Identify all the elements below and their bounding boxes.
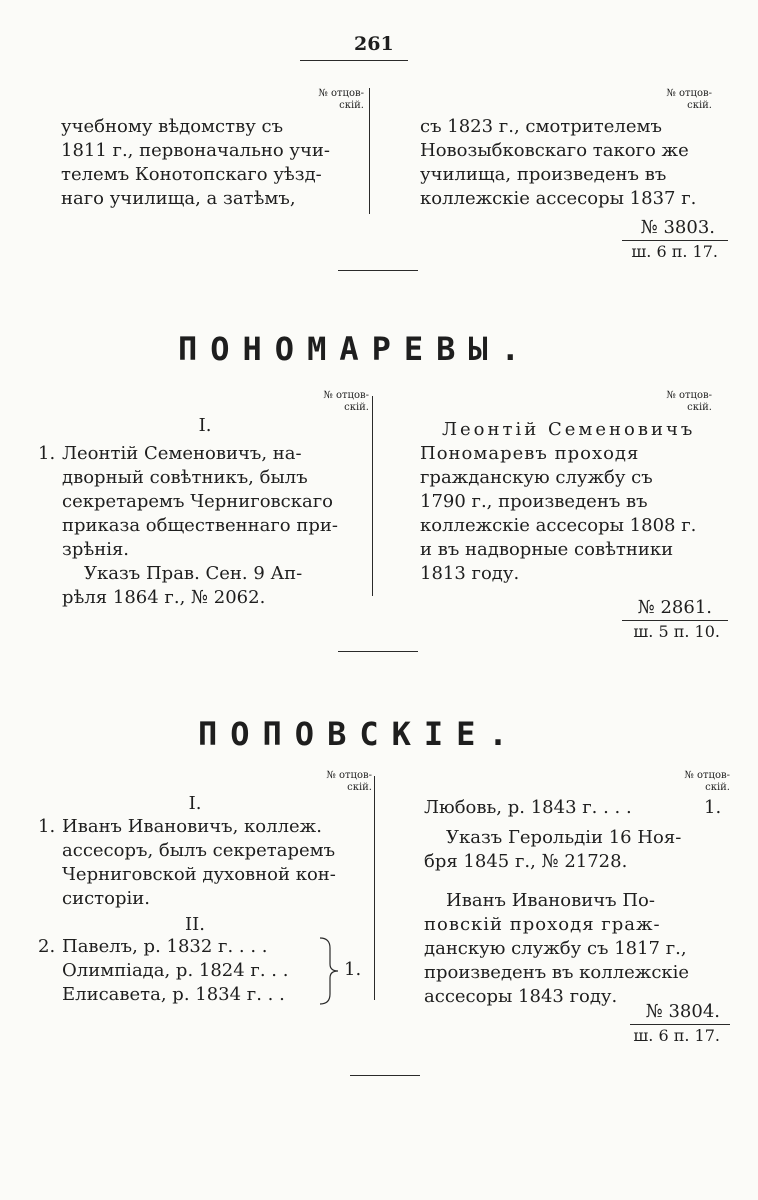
section3-heading: ПОПОВСКІЕ.	[198, 715, 521, 753]
list-item: Елисавета, р. 1834 г. . .	[62, 984, 285, 1005]
section3-decree: Указъ Герольдіи 16 Ноя- бря 1845 г., № 21728.	[424, 827, 682, 872]
section2-number: № 2861.	[637, 597, 712, 618]
section3-right-text: Иванъ Ивановичъ По- повскій проходя граж- данскую службу съ 1817 г., произведенъ въ коллежскіе ассесоры 1843 году.	[424, 890, 690, 1007]
section2-right-text: Леонтій Семеновичъ Пономаревъ проходя гражданскую службу съ 1790 г., произведенъ въ коллежскіе ассесоры 1808 г. и въ надворные совѣтники 1813 году.	[420, 419, 697, 584]
section1-shelf: ш. 6 п. 17.	[631, 242, 718, 261]
page-number: 261	[354, 33, 394, 55]
section3-entry1-text: Иванъ Ивановичъ, коллеж. ассесоръ, былъ секретаремъ Черниговской духовной кон- систоріи.	[62, 816, 336, 909]
section2-roman: I.	[198, 415, 212, 436]
column-divider	[372, 396, 373, 596]
section1-number: № 3803.	[640, 217, 715, 238]
section3-number: № 3804.	[645, 1001, 720, 1022]
section2-heading: ПОНОМАРЕВЫ.	[178, 330, 533, 368]
section1-left-text: учебному вѣдомству съ 1811 г., первоначально учи- телемъ Конотопскаго уѣзд- наго училища, а затѣмъ,	[61, 116, 330, 209]
section2-shelf: ш. 5 п. 10.	[633, 622, 720, 641]
section3-right-child-count: 1.	[704, 797, 722, 818]
section1-end-rule	[338, 270, 418, 271]
section3-shelf: ш. 6 п. 17.	[633, 1026, 720, 1045]
section2-end-rule	[338, 651, 418, 652]
column-label-left: № отцов- скій.	[318, 88, 364, 111]
section3-entry1-index: 1.	[38, 816, 56, 837]
section3-roman2: II.	[185, 914, 205, 935]
column-label-right: № отцов- скій.	[684, 770, 730, 793]
column-label-right: № отцов- скій.	[666, 390, 712, 413]
column-label-left: № отцов- скій.	[326, 770, 372, 793]
section2-entry-index: 1.	[38, 443, 56, 464]
section2-left-text: Леонтій Семеновичъ, на- дворный совѣтникъ, былъ секретаремъ Черниговскаго приказа общественнаго при- зрѣнія. Указъ Прав. Сен. 9 Ап- рѣля 1864 г., № 2062.	[62, 443, 338, 608]
list-item: Олимпіада, р. 1824 г. . .	[62, 960, 289, 981]
list-item: Павелъ, р. 1832 г. . . .	[62, 936, 268, 957]
section3-entry2-index: 2.	[38, 936, 56, 957]
column-divider	[374, 776, 375, 1000]
column-label-right: № отцов- скій.	[666, 88, 712, 111]
section3-children-list	[62, 935, 288, 1007]
section3-end-rule	[350, 1075, 420, 1076]
children-brace	[316, 936, 346, 1006]
section3-roman1: I.	[188, 793, 202, 814]
column-divider	[369, 88, 370, 214]
column-label-left: № отцов- скій.	[323, 390, 369, 413]
section3-right-child: Любовь, р. 1843 г. . . .	[424, 797, 632, 818]
section1-right-text: съ 1823 г., смотрителемъ Новозыбковскаго такого же училища, произведенъ въ коллежскіе ассесоры 1837 г.	[420, 116, 697, 209]
header-rule	[300, 60, 408, 61]
children-count: 1.	[344, 959, 362, 980]
